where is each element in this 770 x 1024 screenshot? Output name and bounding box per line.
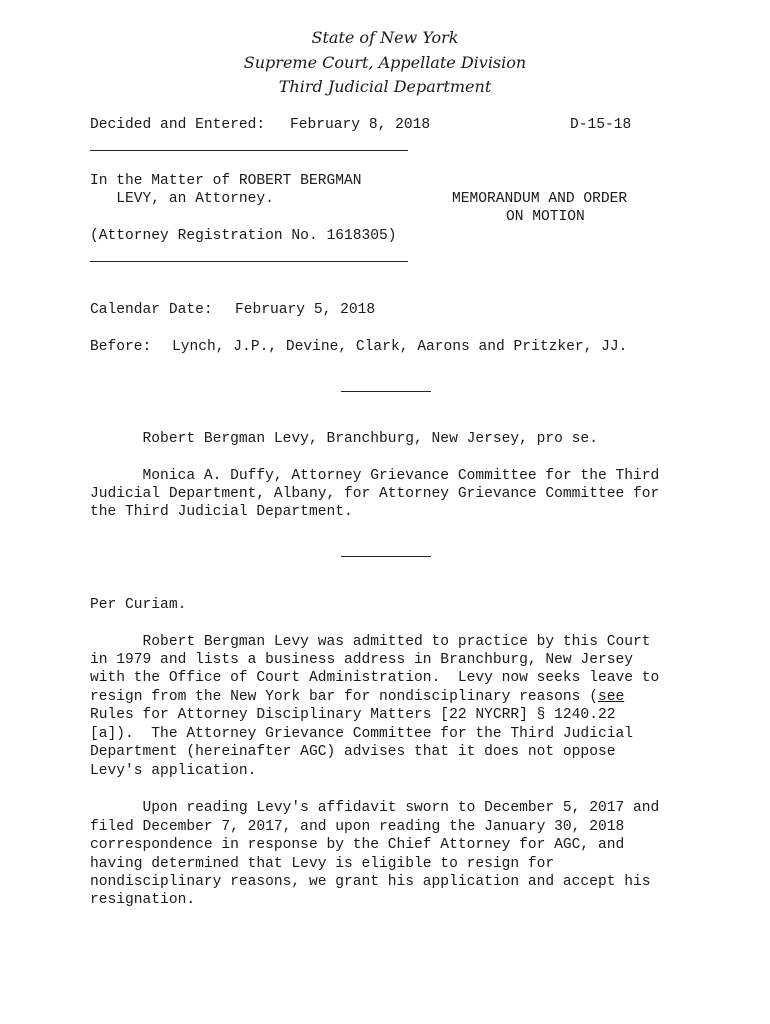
- paragraph-line: nondisciplinary reasons, we grant his application and accept his: [90, 874, 651, 890]
- decided-date: February 8, 2018: [290, 117, 431, 133]
- paragraph-text: resign from the New York bar for nondisciplinary reasons (: [90, 689, 598, 705]
- paragraph-line: Robert Bergman Levy was admitted to practice by this Court: [90, 634, 651, 650]
- see-signal: see: [597, 689, 625, 705]
- paragraph-line: [a]). The Attorney Grievance Committee for the Third Judicial: [90, 726, 633, 742]
- court-department: Third Judicial Department: [278, 77, 492, 96]
- appearance-committee-line3: the Third Judicial Department.: [90, 504, 353, 520]
- section-divider: [341, 391, 431, 392]
- caption-matter-line1: In the Matter of ROBERT BERGMAN: [90, 173, 362, 189]
- caption-top-rule: [90, 150, 408, 151]
- docket-number: D-15-18: [570, 117, 632, 133]
- paragraph-line: with the Office of Court Administration. Levy now seeks leave to: [90, 670, 660, 686]
- before-judges: Lynch, J.P., Devine, Clark, Aarons and Pritzker, JJ.: [172, 339, 628, 355]
- paragraph-line: filed December 7, 2017, and upon reading the January 30, 2018: [90, 819, 625, 835]
- appearance-respondent: Robert Bergman Levy, Branchburg, New Jersey, pro se.: [90, 431, 598, 447]
- paragraph-line: Upon reading Levy's affidavit sworn to December 5, 2017 and: [90, 800, 660, 816]
- paragraph-line: in 1979 and lists a business address in Branchburg, New Jersey: [90, 652, 633, 668]
- appearance-committee-line2: Judicial Department, Albany, for Attorney Grievance Committee for: [90, 486, 660, 502]
- attorney-registration: (Attorney Registration No. 1618305): [90, 228, 397, 244]
- calendar-label: Calendar Date:: [90, 302, 213, 318]
- court-division: Supreme Court, Appellate Division: [243, 53, 527, 72]
- paragraph-line: Rules for Attorney Disciplinary Matters [22 NYCRR] § 1240.22: [90, 707, 616, 723]
- court-name: State of New York: [311, 28, 459, 47]
- decided-label: Decided and Entered:: [90, 117, 266, 133]
- per-curiam-heading: Per Curiam.: [90, 597, 187, 613]
- section-divider: [341, 556, 431, 557]
- paragraph-line: resignation.: [90, 892, 196, 908]
- before-label: Before:: [90, 339, 152, 355]
- paragraph-line: correspondence in response by the Chief Attorney for AGC, and: [90, 837, 625, 853]
- paragraph-line: Levy's application.: [90, 763, 257, 779]
- caption-bottom-rule: [90, 261, 408, 262]
- paragraph-line: Department (hereinafter AGC) advises that it does not oppose: [90, 744, 616, 760]
- order-type-line2: ON MOTION: [506, 209, 585, 225]
- paragraph-line: [90, 688, 624, 706]
- calendar-date: February 5, 2018: [235, 302, 376, 318]
- order-type-line1: MEMORANDUM AND ORDER: [452, 191, 628, 207]
- caption-matter-line2: LEVY, an Attorney.: [90, 191, 274, 207]
- paragraph-line: having determined that Levy is eligible to resign for: [90, 856, 555, 872]
- appearance-committee-line1: Monica A. Duffy, Attorney Grievance Committee for the Third: [90, 468, 660, 484]
